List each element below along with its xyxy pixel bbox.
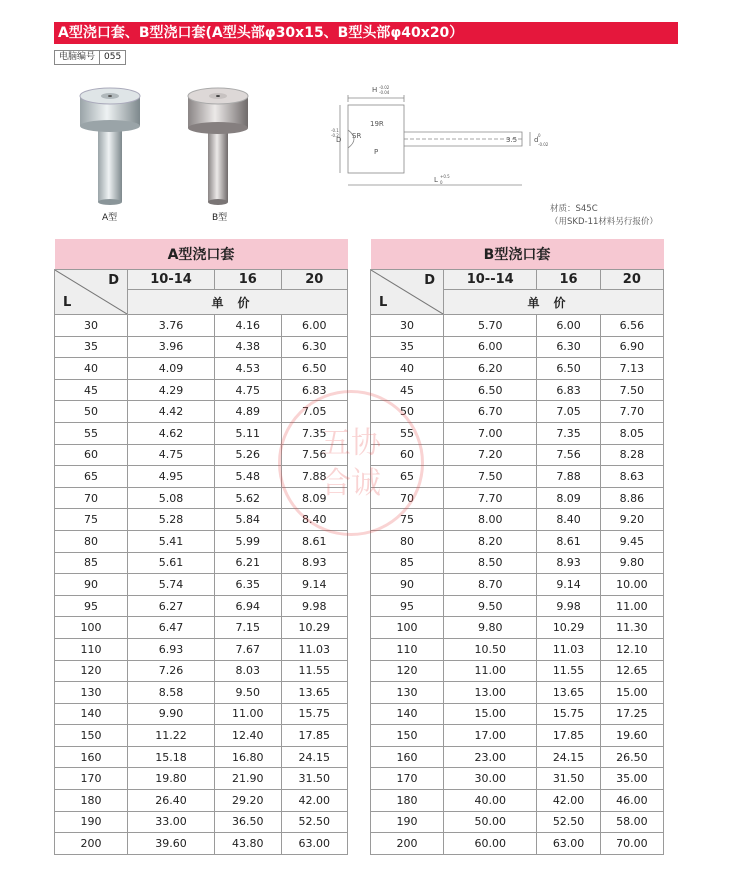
- price-cell: 15.00: [600, 682, 663, 704]
- price-cell: 13.65: [537, 682, 600, 704]
- column-header: 10-14: [128, 270, 215, 290]
- price-cell: 11.03: [281, 638, 347, 660]
- price-cell: 5.41: [128, 530, 215, 552]
- price-cell: 50.00: [444, 811, 537, 833]
- price-cell: 7.70: [600, 401, 663, 423]
- price-cell: 12.40: [215, 725, 281, 747]
- label-p: P: [374, 148, 379, 156]
- price-cell: 8.61: [281, 530, 347, 552]
- label-small-d-tol-lower: -0.02: [538, 142, 549, 147]
- table-row: [371, 638, 664, 660]
- table-row: [371, 768, 664, 790]
- column-header: 16: [215, 270, 281, 290]
- table-row: [55, 768, 348, 790]
- label-length-tol: +0.5: [440, 174, 450, 179]
- price-cell: 7.13: [600, 358, 663, 380]
- price-cell: 7.70: [444, 487, 537, 509]
- price-cell: 5.26: [215, 444, 281, 466]
- price-cell: 5.48: [215, 466, 281, 488]
- table-row: [371, 487, 664, 509]
- price-cell: 8.58: [128, 682, 215, 704]
- length-cell: 90: [55, 574, 128, 596]
- length-cell: 150: [55, 725, 128, 747]
- price-cell: 70.00: [600, 833, 663, 855]
- price-cell: 10.29: [281, 617, 347, 639]
- price-cell: 52.50: [281, 811, 347, 833]
- table-row: [371, 682, 664, 704]
- price-cell: 58.00: [600, 811, 663, 833]
- label-length-tol-sub: 0: [440, 180, 443, 185]
- price-cell: 9.45: [600, 530, 663, 552]
- length-cell: 190: [55, 811, 128, 833]
- length-cell: 130: [55, 682, 128, 704]
- table-row: [371, 379, 664, 401]
- price-cell: 6.83: [281, 379, 347, 401]
- length-cell: 70: [371, 487, 444, 509]
- price-cell: 10.50: [444, 638, 537, 660]
- label-d-tol-lower: -0.2: [331, 133, 339, 138]
- price-cell: 5.11: [215, 422, 281, 444]
- pin-a-label: A型: [102, 213, 118, 223]
- table-row: [371, 811, 664, 833]
- price-cell: 7.50: [444, 466, 537, 488]
- price-cell: 9.14: [537, 574, 600, 596]
- length-cell: 120: [55, 660, 128, 682]
- table-row: [371, 444, 664, 466]
- table-row: [371, 530, 664, 552]
- price-cell: 6.00: [281, 315, 347, 337]
- price-cell: 21.90: [215, 768, 281, 790]
- label-h-tol-lower: -0.04: [379, 90, 390, 95]
- length-cell: 45: [55, 379, 128, 401]
- price-cell: 6.00: [444, 336, 537, 358]
- table-row: [371, 595, 664, 617]
- price-cell: 35.00: [600, 768, 663, 790]
- price-cell: 52.50: [537, 811, 600, 833]
- price-cell: 8.93: [281, 552, 347, 574]
- unit-price-header: 单价: [128, 290, 348, 315]
- price-cell: 8.63: [600, 466, 663, 488]
- price-cell: 11.55: [281, 660, 347, 682]
- price-cell: 5.84: [215, 509, 281, 531]
- price-cell: 8.00: [444, 509, 537, 531]
- length-cell: 40: [55, 358, 128, 380]
- price-cell: 9.50: [444, 595, 537, 617]
- table-row: [55, 833, 348, 855]
- table-row: [55, 315, 348, 337]
- price-cell: 8.40: [537, 509, 600, 531]
- price-cell: 5.70: [444, 315, 537, 337]
- table-row: [55, 574, 348, 596]
- table-row: [55, 358, 348, 380]
- price-cell: 7.88: [281, 466, 347, 488]
- price-cell: 15.18: [128, 746, 215, 768]
- price-cell: 6.83: [537, 379, 600, 401]
- length-cell: 160: [371, 746, 444, 768]
- label-sr: SR: [352, 132, 362, 140]
- length-cell: 130: [371, 682, 444, 704]
- price-cell: 40.00: [444, 790, 537, 812]
- table-row: [371, 833, 664, 855]
- table-row: [55, 509, 348, 531]
- table-row: [55, 401, 348, 423]
- price-cell: 7.15: [215, 617, 281, 639]
- price-cell: 7.20: [444, 444, 537, 466]
- length-cell: 170: [55, 768, 128, 790]
- corner-l-label: L: [379, 295, 388, 310]
- label-small-d-tol-upper: 0: [538, 133, 541, 138]
- price-cell: 63.00: [281, 833, 347, 855]
- length-cell: 110: [55, 638, 128, 660]
- price-cell: 31.50: [281, 768, 347, 790]
- price-cell: 24.15: [281, 746, 347, 768]
- corner-l-label: L: [63, 295, 72, 310]
- table-row: [55, 595, 348, 617]
- price-cell: 5.62: [215, 487, 281, 509]
- price-cell: 19.80: [128, 768, 215, 790]
- length-cell: 100: [55, 617, 128, 639]
- table-row: [371, 315, 664, 337]
- table-row: [371, 574, 664, 596]
- table-row: [371, 746, 664, 768]
- price-cell: 9.50: [215, 682, 281, 704]
- price-cell: 7.00: [444, 422, 537, 444]
- price-cell: 4.75: [128, 444, 215, 466]
- table-row: [55, 444, 348, 466]
- material-note: [550, 203, 658, 229]
- table-row: [55, 379, 348, 401]
- material-line-2: （用SKD-11材料另行报价）: [550, 217, 658, 227]
- price-cell: 6.50: [537, 358, 600, 380]
- price-cell: 4.53: [215, 358, 281, 380]
- price-cell: 12.65: [600, 660, 663, 682]
- table-row: [371, 660, 664, 682]
- length-cell: 65: [371, 466, 444, 488]
- price-cell: 9.98: [537, 595, 600, 617]
- price-table-b: [370, 239, 664, 855]
- price-cell: 4.16: [215, 315, 281, 337]
- corner-d-label: D: [108, 273, 119, 288]
- price-cell: 6.30: [281, 336, 347, 358]
- price-cell: 17.85: [537, 725, 600, 747]
- length-cell: 80: [371, 530, 444, 552]
- price-cell: 11.55: [537, 660, 600, 682]
- length-cell: 40: [371, 358, 444, 380]
- length-cell: 30: [371, 315, 444, 337]
- price-cell: 8.61: [537, 530, 600, 552]
- price-cell: 4.42: [128, 401, 215, 423]
- price-cell: 8.50: [444, 552, 537, 574]
- price-cell: 8.20: [444, 530, 537, 552]
- price-cell: 7.35: [281, 422, 347, 444]
- price-cell: 24.15: [537, 746, 600, 768]
- label-d: D: [336, 136, 342, 144]
- sprue-bushing-a-image: [78, 82, 142, 212]
- length-cell: 180: [371, 790, 444, 812]
- length-cell: 200: [371, 833, 444, 855]
- length-cell: 95: [55, 595, 128, 617]
- price-cell: 9.20: [600, 509, 663, 531]
- table-row: [371, 336, 664, 358]
- table-b-corner: [371, 270, 444, 315]
- code-value: 055: [99, 51, 125, 64]
- price-cell: 11.00: [600, 595, 663, 617]
- price-cell: 26.40: [128, 790, 215, 812]
- sprue-bushing-b-image: [186, 82, 250, 212]
- price-cell: 8.05: [600, 422, 663, 444]
- table-row: [55, 336, 348, 358]
- price-cell: 42.00: [281, 790, 347, 812]
- price-cell: 5.08: [128, 487, 215, 509]
- length-cell: 80: [55, 530, 128, 552]
- table-row: [371, 358, 664, 380]
- price-cell: 9.80: [444, 617, 537, 639]
- price-cell: 4.95: [128, 466, 215, 488]
- length-cell: 170: [371, 768, 444, 790]
- price-cell: 15.75: [281, 703, 347, 725]
- length-cell: 70: [55, 487, 128, 509]
- price-cell: 46.00: [600, 790, 663, 812]
- price-cell: 3.96: [128, 336, 215, 358]
- table-row: [371, 401, 664, 423]
- length-cell: 95: [371, 595, 444, 617]
- length-cell: 50: [55, 401, 128, 423]
- price-cell: 8.86: [600, 487, 663, 509]
- svg-text:合诚: 合诚: [321, 466, 381, 501]
- length-cell: 65: [55, 466, 128, 488]
- price-cell: 3.76: [128, 315, 215, 337]
- price-cell: 6.93: [128, 638, 215, 660]
- price-cell: 17.00: [444, 725, 537, 747]
- label-h-tol-upper: -0.02: [379, 85, 390, 90]
- table-row: [55, 487, 348, 509]
- price-cell: 6.90: [600, 336, 663, 358]
- product-code-box: [54, 50, 126, 65]
- price-cell: 7.56: [537, 444, 600, 466]
- table-row: [371, 422, 664, 444]
- price-cell: 8.09: [537, 487, 600, 509]
- label-h: H: [372, 86, 378, 94]
- table-row: [55, 746, 348, 768]
- price-cell: 4.29: [128, 379, 215, 401]
- table-row: [371, 790, 664, 812]
- price-cell: 4.89: [215, 401, 281, 423]
- price-cell: 6.21: [215, 552, 281, 574]
- price-cell: 6.56: [600, 315, 663, 337]
- price-cell: 17.85: [281, 725, 347, 747]
- table-row: [55, 660, 348, 682]
- column-header: 16: [537, 270, 600, 290]
- price-cell: 7.56: [281, 444, 347, 466]
- corner-d-label: D: [424, 273, 435, 288]
- length-cell: 90: [371, 574, 444, 596]
- label-d-tol-upper: -0.1: [331, 128, 339, 133]
- price-cell: 6.27: [128, 595, 215, 617]
- length-cell: 35: [371, 336, 444, 358]
- price-cell: 26.50: [600, 746, 663, 768]
- price-cell: 7.88: [537, 466, 600, 488]
- price-cell: 11.22: [128, 725, 215, 747]
- price-cell: 6.20: [444, 358, 537, 380]
- price-cell: 13.65: [281, 682, 347, 704]
- table-b-title: B型浇口套: [371, 239, 664, 270]
- material-line-1: 材质：S45C: [550, 204, 598, 214]
- table-row: [55, 725, 348, 747]
- price-cell: 12.10: [600, 638, 663, 660]
- price-cell: 6.70: [444, 401, 537, 423]
- table-row: [55, 703, 348, 725]
- price-cell: 5.61: [128, 552, 215, 574]
- price-cell: 7.05: [281, 401, 347, 423]
- code-label: 电脑编号: [59, 52, 96, 62]
- length-cell: 85: [371, 552, 444, 574]
- svg-text:五协: 五协: [321, 426, 381, 461]
- table-row: [55, 811, 348, 833]
- price-cell: 7.26: [128, 660, 215, 682]
- price-cell: 15.75: [537, 703, 600, 725]
- price-cell: 6.35: [215, 574, 281, 596]
- length-cell: 85: [55, 552, 128, 574]
- price-cell: 11.00: [215, 703, 281, 725]
- price-cell: 6.30: [537, 336, 600, 358]
- price-cell: 6.94: [215, 595, 281, 617]
- price-cell: 39.60: [128, 833, 215, 855]
- price-cell: 16.80: [215, 746, 281, 768]
- price-cell: 17.25: [600, 703, 663, 725]
- column-header: 20: [600, 270, 663, 290]
- price-cell: 9.14: [281, 574, 347, 596]
- table-row: [371, 703, 664, 725]
- price-cell: 11.30: [600, 617, 663, 639]
- price-cell: 4.09: [128, 358, 215, 380]
- price-cell: 4.38: [215, 336, 281, 358]
- table-row: [55, 790, 348, 812]
- length-cell: 200: [55, 833, 128, 855]
- price-cell: 33.00: [128, 811, 215, 833]
- length-cell: 60: [55, 444, 128, 466]
- price-cell: 63.00: [537, 833, 600, 855]
- price-cell: 8.93: [537, 552, 600, 574]
- price-cell: 13.00: [444, 682, 537, 704]
- label-19r: 19R: [370, 120, 384, 128]
- price-cell: 30.00: [444, 768, 537, 790]
- price-cell: 60.00: [444, 833, 537, 855]
- price-cell: 42.00: [537, 790, 600, 812]
- price-cell: 23.00: [444, 746, 537, 768]
- table-row: [55, 552, 348, 574]
- table-row: [371, 466, 664, 488]
- table-row: [55, 638, 348, 660]
- table-row: [55, 422, 348, 444]
- price-cell: 4.75: [215, 379, 281, 401]
- price-cell: 6.50: [281, 358, 347, 380]
- price-cell: 5.99: [215, 530, 281, 552]
- price-cell: 7.05: [537, 401, 600, 423]
- table-row: [371, 725, 664, 747]
- table-row: [55, 617, 348, 639]
- table-row: [371, 617, 664, 639]
- price-table-a: [54, 239, 348, 855]
- table-row: [55, 682, 348, 704]
- price-cell: 6.00: [537, 315, 600, 337]
- price-cell: 6.50: [444, 379, 537, 401]
- page-title: A型浇口套、B型浇口套(A型头部φ30x15、B型头部φ40x20）: [54, 22, 678, 44]
- length-cell: 150: [371, 725, 444, 747]
- unit-price-header: 单价: [444, 290, 664, 315]
- pin-b-label: B型: [212, 213, 228, 223]
- price-cell: 9.98: [281, 595, 347, 617]
- price-cell: 8.70: [444, 574, 537, 596]
- length-cell: 110: [371, 638, 444, 660]
- price-cell: 7.35: [537, 422, 600, 444]
- length-cell: 60: [371, 444, 444, 466]
- technical-drawing: [330, 80, 560, 195]
- length-cell: 140: [371, 703, 444, 725]
- price-cell: 11.00: [444, 660, 537, 682]
- price-cell: 15.00: [444, 703, 537, 725]
- table-a-title: A型浇口套: [55, 239, 348, 270]
- length-cell: 35: [55, 336, 128, 358]
- length-cell: 50: [371, 401, 444, 423]
- price-cell: 9.80: [600, 552, 663, 574]
- length-cell: 30: [55, 315, 128, 337]
- length-cell: 45: [371, 379, 444, 401]
- label-3-5: 3.5: [506, 136, 518, 144]
- price-cell: 4.62: [128, 422, 215, 444]
- length-cell: 190: [371, 811, 444, 833]
- length-cell: 100: [371, 617, 444, 639]
- price-cell: 9.90: [128, 703, 215, 725]
- length-cell: 55: [55, 422, 128, 444]
- price-cell: 7.50: [600, 379, 663, 401]
- length-cell: 75: [55, 509, 128, 531]
- table-row: [55, 530, 348, 552]
- price-cell: 8.40: [281, 509, 347, 531]
- length-cell: 75: [371, 509, 444, 531]
- price-cell: 5.74: [128, 574, 215, 596]
- price-cell: 5.28: [128, 509, 215, 531]
- column-header: 10--14: [444, 270, 537, 290]
- price-cell: 10.29: [537, 617, 600, 639]
- price-cell: 10.00: [600, 574, 663, 596]
- table-a-corner: [55, 270, 128, 315]
- label-length: L: [434, 176, 438, 184]
- length-cell: 140: [55, 703, 128, 725]
- price-cell: 36.50: [215, 811, 281, 833]
- price-cell: 8.28: [600, 444, 663, 466]
- price-cell: 19.60: [600, 725, 663, 747]
- price-cell: 6.47: [128, 617, 215, 639]
- column-header: 20: [281, 270, 347, 290]
- price-cell: 31.50: [537, 768, 600, 790]
- price-cell: 8.09: [281, 487, 347, 509]
- label-small-d: d: [534, 136, 539, 144]
- price-cell: 29.20: [215, 790, 281, 812]
- price-cell: 7.67: [215, 638, 281, 660]
- length-cell: 120: [371, 660, 444, 682]
- table-row: [55, 466, 348, 488]
- table-row: [371, 552, 664, 574]
- price-cell: 43.80: [215, 833, 281, 855]
- length-cell: 180: [55, 790, 128, 812]
- table-row: [371, 509, 664, 531]
- price-cell: 11.03: [537, 638, 600, 660]
- length-cell: 55: [371, 422, 444, 444]
- length-cell: 160: [55, 746, 128, 768]
- price-cell: 8.03: [215, 660, 281, 682]
